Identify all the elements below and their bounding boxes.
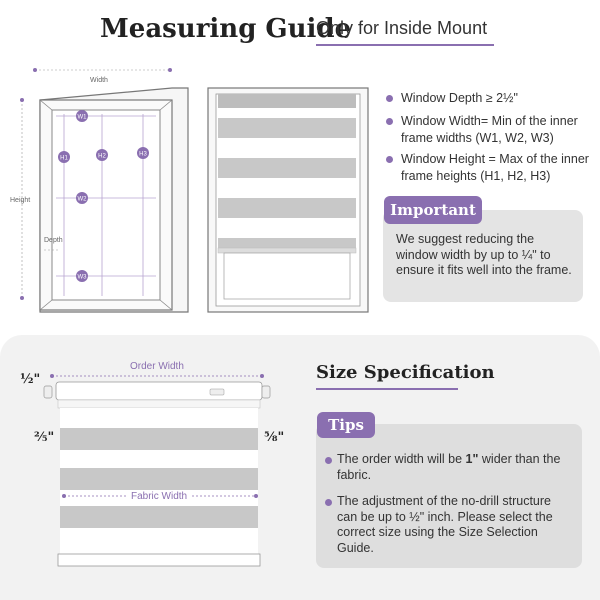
product-headrail [56, 382, 262, 400]
product-stripe [60, 468, 258, 490]
page-title: Measuring Guide [100, 14, 352, 44]
svg-text:H2: H2 [98, 153, 106, 160]
left-gap-measure: ⅖" [34, 430, 55, 445]
product-bottom-rail [58, 554, 260, 566]
important-label: Important [384, 196, 482, 224]
bullet-window-depth: Window Depth ≥ 2½" [401, 91, 518, 105]
product-stripe [60, 408, 258, 428]
product-stripe [60, 528, 258, 554]
tip-dot [325, 457, 332, 464]
right-gap-measure: ⅝" [264, 430, 285, 445]
tips-label: Tips [317, 412, 375, 438]
svg-text:W1: W1 [77, 114, 87, 121]
left-cap-measure: ½" [20, 372, 41, 387]
product-fabric [60, 408, 258, 554]
width-label: Width [90, 77, 108, 84]
svg-text:H1: H1 [60, 155, 68, 162]
tip-adjustment: The adjustment of the no-drill structure can be up to ½" inch. Please select the correct size using the Size Selection Guide. [337, 494, 553, 555]
bullet-window-width: Window Width= Min of the inner frame widths (W1, W2, W3) [401, 114, 578, 145]
tip-dot [325, 499, 332, 506]
order-width-label: Order Width [130, 361, 184, 372]
page-subtitle: Only for Inside Mount [316, 18, 488, 38]
depth-label: Depth [44, 237, 63, 244]
important-text: We suggest reducing the window width by up to ¼" to ensure it fits well into the frame. [396, 232, 572, 277]
fabric-width-label: Fabric Width [128, 491, 190, 502]
svg-text:H3: H3 [139, 151, 147, 158]
tip-order-width: The order width will be 1" wider than the fabric. [337, 452, 561, 482]
height-label: Height [10, 197, 31, 204]
size-spec-underline [316, 388, 458, 390]
product-stripe [60, 506, 258, 528]
svg-text:W3: W3 [77, 274, 87, 281]
bullet-window-height: Window Height = Max of the inner frame heights (H1, H2, H3) [401, 152, 589, 183]
product-stripe [60, 428, 258, 450]
product-stripe [60, 450, 258, 468]
svg-text:W2: W2 [77, 196, 87, 203]
size-spec-title: Size Specification [316, 362, 495, 383]
